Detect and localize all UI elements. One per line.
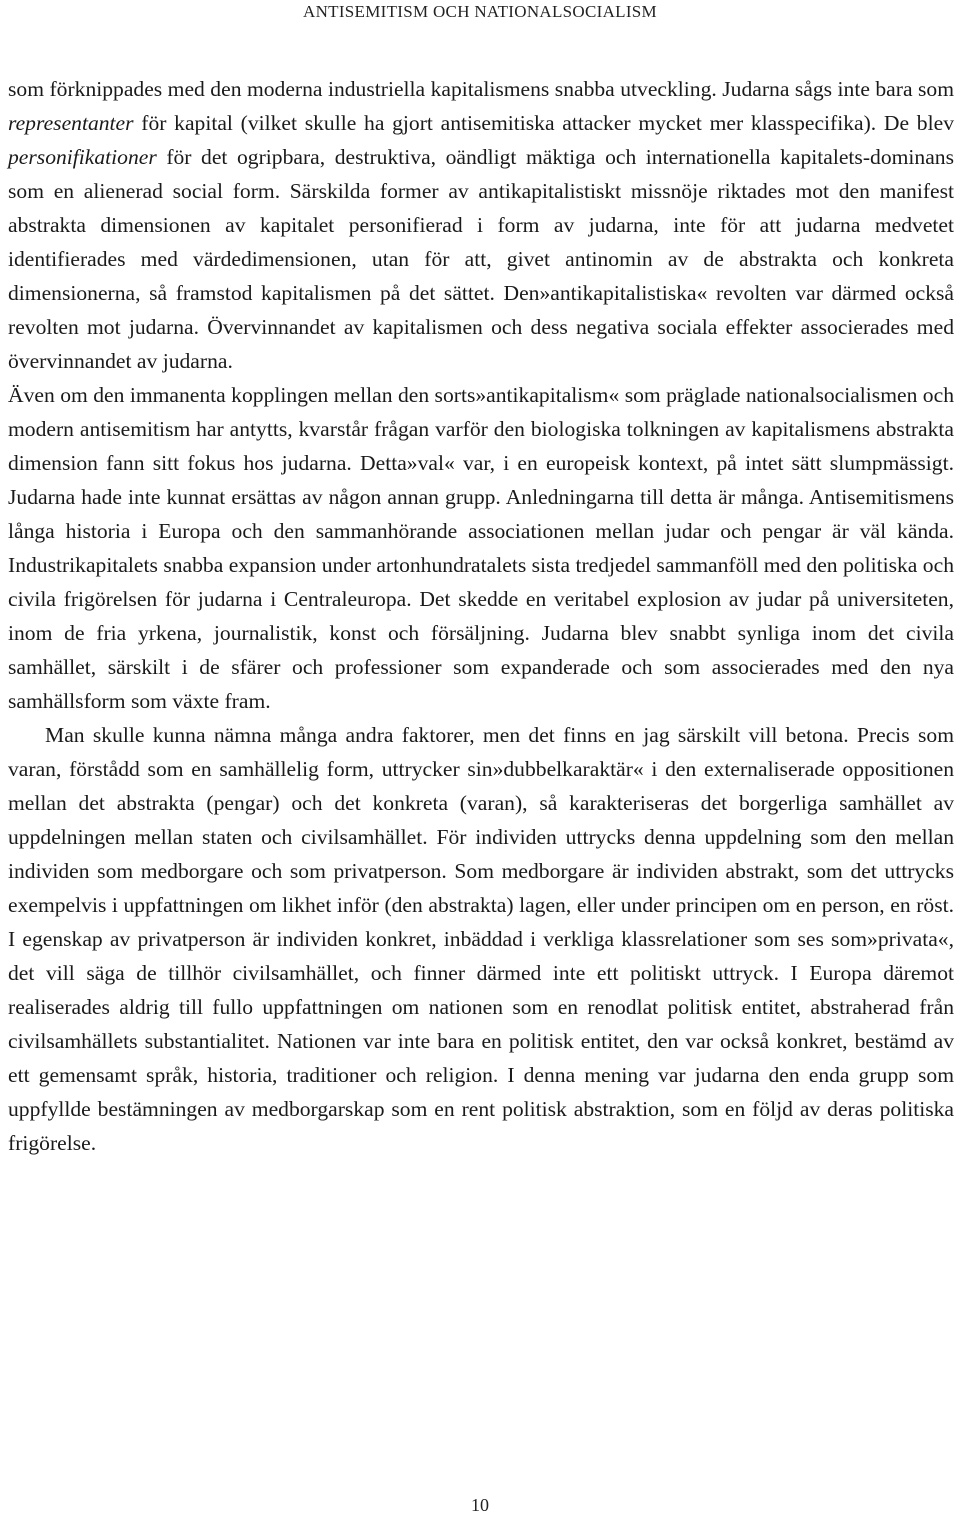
paragraph-2: Även om den immanenta kopplingen mellan den sorts»antikapitalism« som präglade nationalsocialismen och modern antisemitism har antytts, kvarstår frågan varför den biologiska tolkningen av kapitalismens abstrakta dimension fann sitt fokus hos judarna. Detta»val« var, i en europeisk kontext, på intet sätt slumpmässigt. Judarna hade inte kunnat ersättas av någon annan grupp. Anledningarna till detta är många. Antisemitismens långa historia i Europa och den sammanhörande associationen mellan judar och pengar är väl kända. Industrikapitalets snabba expansion under artonhundratalets sista tredjedel sammanföll med den politiska och civila frigörelsen för judarna i Centraleuropa. Det skedde en veritabel explosion av judar på universiteten, inom de fria yrkena, journalistik, konst och försäljning. Judarna blev snabbt synliga inom det civila samhället, särskilt i de sfärer och professioner som expanderade och som associerades med den nya samhällsform som växte fram. bbox=[8, 383, 954, 713]
paragraph-1-text-b: för kapital (vilket skulle ha gjort antisemitiska attacker mycket mer klasspecifika). De blev bbox=[133, 111, 954, 135]
emphasis-personifikationer: personifikationer bbox=[8, 145, 157, 169]
paragraph-1 bbox=[8, 72, 954, 378]
emphasis-representanter: representanter bbox=[8, 111, 134, 135]
paragraph-3: Man skulle kunna nämna många andra faktorer, men det finns en jag särskilt vill betona. Precis som varan, förstådd som en samhällelig form, uttrycker sin»dubbelkaraktär« i den externaliserade oppositionen mellan det abstrakta (pengar) och det konkreta (varan), så karakteriseras det borgerliga samhället av uppdelningen mellan staten och civilsamhället. För individen uttrycks denna uppdelning som den mellan individen som medborgare och som privatperson. Som medborgare är individen abstrakt, som det uttrycks exempelvis i uppfattningen om likhet inför (den abstrakta) lagen, eller under principen om en person, en röst. I egenskap av privatperson är individen konkret, inbäddad i verkliga klassrelationer som ses som»privata«, det vill säga de tillhör civilsamhället, och finner därmed inte ett politiskt uttryck. I Europa däremot realiserades aldrig till fullo uppfattningen om nationen som en renodlat politisk entitet, abstraherad från civilsamhällets substantialitet. Nationen var inte bara en politisk entitet, den var också konkret, bestämd av ett gemensamt språk, historia, traditioner och religion. I denna mening var judarna den enda grupp som uppfyllde bestämningen av medborgarskap som en rent politisk abstraktion, som en följd av deras politiska frigörelse. bbox=[8, 723, 954, 1155]
running-head: ANTISEMITISM OCH NATIONALSOCIALISM bbox=[303, 2, 657, 21]
body-text bbox=[8, 72, 954, 1160]
paragraph-1-text-c: för det ogripbara, destruktiva, oändligt mäktiga och internationella kapitalets-dominans som en alienerad social form. Särskilda former av antikapitalistiskt missnöje riktades mot den manifest abstrakta dimensionen av kapitalet personifierad i form av judarna, inte för att judarna medvetet identifierades med värdedimensionen, utan för att, givet antinomin av de abstrakta och konkreta dimensionerna, så framstod kapitalismen på det sättet. Den»antikapitalistiska« revolten var därmed också revolten mot judarna. Övervinnandet av kapitalismen och dess negativa sociala effekter associerades med övervinnandet av judarna. bbox=[8, 145, 954, 373]
page-number: 10 bbox=[471, 1495, 489, 1515]
paragraph-1-text-a: som förknippades med den moderna industriella kapitalismens snabba utveckling. Judarna sågs inte bara som bbox=[8, 77, 954, 101]
